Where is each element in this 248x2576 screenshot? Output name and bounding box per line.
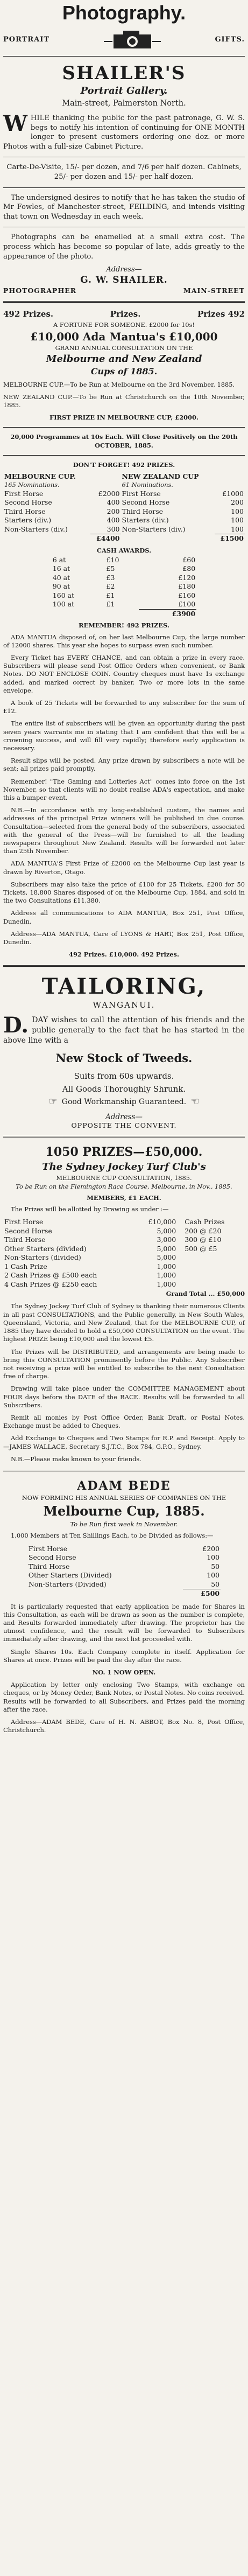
sydney-paragraph-2: The Prizes will be DISTRIBUTED, and arrangements are being made to bring this CONSULTATION prominently before the Public. Any Subscriber not receiving a prize will be entitled to subscribe to the next Consultation free of charge.	[3, 1348, 245, 1380]
nz-cup-column-title: NEW ZEALAND CUP	[122, 472, 199, 480]
adam-bede-members: 1,000 Members at Ten Shillings Each, to be Divided as follows:—	[11, 1532, 214, 1540]
new-stock-line: New Stock of Tweeds.	[55, 1051, 193, 1065]
table-row: Third Horse 200 Third Horse 100	[4, 507, 244, 515]
table-row: 16 at £5 £80	[52, 564, 196, 573]
sydney-prize-table	[3, 1218, 245, 1289]
ada-paragraph-10: Address all communications to ADA MANTUA, Box 251, Post Office, Dunedin.	[3, 909, 245, 925]
ada-paragraph-3: A book of 25 Tickets will be forwarded to any subscriber for the sum of £12.	[3, 699, 245, 715]
adam-bede-open-line: NO. 1 NOW OPEN.	[92, 1668, 156, 1676]
divider	[3, 1136, 245, 1137]
table-row: Non-Starters (Divided) 50	[28, 1580, 220, 1588]
cash-awards-table	[52, 556, 196, 619]
sydney-headline: 1050 PRIZES—£50,000.	[45, 1145, 203, 1160]
ada-paragraph-4: The entire list of subscribers will be given an opportunity during the past seven years warrants me in stating that I am confident that this will be a crowning success, and will fill very rapidly; therefore early application is necessary.	[3, 720, 245, 752]
adam-bede-run-line: To be Run first week in November.	[70, 1520, 178, 1528]
gallery-address: Main-street, Palmerston North.	[62, 99, 186, 108]
adam-bede-name: ADAM BEDE	[77, 1478, 171, 1493]
ada-paragraph-5: Result slips will be posted. Any prize drawn by subscribers a note will be sent; all prizes paid promptly.	[3, 757, 245, 773]
table-row: Third Horse 50	[28, 1562, 220, 1570]
table-row: First Horse £10,000 Cash Prizes	[4, 1218, 225, 1226]
table-row: First Horse £200	[28, 1544, 220, 1553]
main-street-label: MAIN-STREET	[183, 287, 245, 295]
ada-paragraph-1: ADA MANTUA disposed of, on her last Melbourne Cup, the large number of 12000 shares. This year she hopes to surpass even such number.	[3, 633, 245, 649]
ada-paragraph-6: Remember! "The Gaming and Lotteries Act" comes into force on the 1st November, so that clients will no doubt realise ADA's expectation, and make this a bumper event.	[3, 777, 245, 802]
table-row: 1 Cash Prize 1,000	[4, 1262, 176, 1270]
sydney-club-name: The Sydney Jockey Turf Club's	[42, 1161, 206, 1173]
adam-bede-total: £500	[183, 1589, 221, 1598]
prizes-banner-right: Prizes 492	[197, 309, 245, 319]
adam-bede-paragraph-3: Application by letter only enclosing Two Stamps, with exchange on cheques, or by Money Order, Bank Notes, or Postal Notes. No coins received. Results will be forwarded to all Subscribers, and Prizes paid the morning after the race.	[3, 1681, 245, 1713]
adam-bede-intro: NOW FORMING HIS ANNUAL SERIES OF COMPANIES ON THE	[22, 1493, 226, 1502]
table-row: 40 at £3 £120	[52, 573, 196, 582]
table-row: Third Horse 3,000 300 @ £10	[4, 1235, 222, 1244]
portrait-gifts-row	[3, 28, 245, 51]
ada-mantua-ad	[3, 309, 245, 959]
awards-total: £3900	[139, 609, 196, 618]
opposite-convent-line: OPPOSITE THE CONVENT.	[71, 1121, 177, 1130]
melbourne-cup-column-title: MELBOURNE CUP.	[4, 472, 76, 480]
dont-forget-line: DON'T FORGET! 492 PRIZES.	[73, 460, 175, 469]
divider	[3, 301, 245, 303]
sydney-paragraph-5: Add Exchange to Cheques and Two Stamps for R.P. and Receipt. Apply to—JAMES WALLACE, Secretary S.J.T.C., Box 784, G.P.O., Sydney.	[3, 1434, 245, 1450]
shrunk-line: All Goods Thoroughly Shrunk.	[62, 1084, 186, 1094]
table-row: 100 at £1 £100	[52, 600, 196, 609]
table-row: Other Starters (divided) 5,000 500 @ £5	[4, 1244, 217, 1253]
workmanship-row	[3, 1095, 245, 1108]
shailer-signature: G. W. SHAILER.	[80, 275, 168, 286]
table-row: 6 at £10 £60	[52, 555, 196, 564]
divider	[3, 187, 245, 188]
table-row: Second Horse 100	[28, 1553, 220, 1562]
portrait-label: PORTRAIT	[3, 35, 49, 44]
thanks-paragraph: WHILE thanking the public for the past patronage, G. W. S. begs to notify his intention of continuing for ONE MONTH longer to present customers ordering one doz. or more Photos with a full-size Cabinet Picture.	[3, 111, 245, 151]
cups-title: Melbourne and New Zealand	[46, 353, 202, 365]
divider	[3, 455, 245, 456]
divider	[3, 1470, 245, 1471]
pointing-hand-icon: ☜	[190, 1096, 200, 1108]
sydney-run-line: To be Run on the Flemington Race Course, Melbourne, in Nov., 1885.	[16, 1182, 232, 1190]
table-row: 4 Cash Prizes @ £250 each 1,000	[4, 1280, 176, 1288]
table-total-row	[3, 534, 245, 543]
table-row: First Horse £2000 First Horse £1000	[4, 489, 244, 498]
adam-bede-paragraph-2: Single Shares 10s. Each Company complete in itself. Application for Shares at once. Prizes will be paid the day after the race.	[3, 1647, 245, 1664]
sydney-intro: The Prizes will be allotted by Drawing as under :—	[11, 1205, 169, 1213]
first-prize-line: FIRST PRIZE IN MELBOURNE CUP, £2000.	[49, 414, 199, 422]
fortune-line: A FORTUNE FOR SOMEONE. £2000 for 10s!	[53, 321, 195, 329]
tailoring-address-label: Address—	[105, 1113, 143, 1122]
sydney-jockey-club-ad	[3, 1144, 245, 1463]
photography-ad	[3, 1, 245, 295]
table-row: 160 at £1 £160	[52, 591, 196, 599]
grand-consultation-line: GRAND ANNUAL CONSULTATION ON THE	[55, 344, 193, 352]
feilding-studio-paragraph: The undersigned desires to notify that he has taken the studio of Mr Fowles, of Manchester-street, FEILDING, and intends visiting that town on Wednesday in each week.	[3, 193, 245, 221]
nz-total: £1500	[215, 534, 245, 543]
table-row: Other Starters (Divided) 100	[28, 1571, 220, 1580]
ada-paragraph-11: Address—ADA MANTUA, Care of LYONS & HART, Box 251, Post Office, Dunedin.	[3, 930, 245, 946]
adam-bede-paragraph-1: It is particularly requested that early application be made for Shares in this Consultation, as each will be drawn as soon as the number is complete, and Results forwarded immediately after drawing. The proprietor has the utmost confidence, and the result will be forwarded to Subscribers immediately after drawing, and the next list proceeded with.	[3, 1602, 245, 1643]
photographer-label: PHOTOGRAPHER	[3, 287, 77, 295]
table-row: Starters (div.) 400 Starters (div.) 100	[4, 516, 244, 525]
prices-paragraph: Carte-De-Visite, 15/- per dozen, and 7/6 per half dozen. Cabinets, 25/- per dozen and 15/- per half dozen.	[6, 163, 242, 181]
melbourne-cup-date: MELBOURNE CUP.—To be Run at Melbourne on the 3rd November, 1885.	[3, 380, 235, 388]
ada-footer: 492 Prizes. £10,000. 492 Prizes.	[69, 951, 179, 959]
sydney-consultation: MELBOURNE CUP CONSULTATION, 1885.	[56, 1174, 192, 1182]
table-row: Second Horse 400 Second Horse 200	[4, 498, 244, 507]
ada-mantua-headline: £10,000 Ada Mantua's £10,000	[30, 330, 218, 344]
sydney-grand-total: Grand Total ... £50,000	[166, 1290, 245, 1298]
table-row: 2 Cash Prizes @ £500 each 1,000	[4, 1271, 176, 1280]
adam-bede-cup-title: Melbourne Cup, 1885.	[43, 1503, 205, 1519]
programmes-line: 20,000 Programmes at 10s Each. Will Close Positively on the 20th OCTOBER, 1885.	[10, 433, 238, 449]
camera-icon	[103, 28, 162, 51]
melbourne-total: £4400	[90, 534, 121, 543]
prizes-banner-mid: Prizes.	[110, 309, 141, 319]
adam-bede-address: Address—ADAM BEDE, Care of H. N. ABBOT, Box No. 8, Post Office, Christchurch.	[3, 1718, 245, 1734]
table-row: Second Horse 5,000 200 @ £20	[4, 1226, 222, 1235]
divider	[3, 427, 245, 428]
wanganui-label: WANGANUI.	[93, 1000, 155, 1010]
shailer-name: SHAILER'S	[62, 62, 186, 84]
sydney-paragraph-4: Remit all monies by Post Office Order, Bank Draft, or Postal Notes. Exchange must be added to Cheques.	[3, 1413, 245, 1430]
sydney-paragraph-3: Drawing will take place under the COMMITTEE MANAGEMENT about FOUR days before the DATE of the RACE. Results will be forwarded to all Subscribers.	[3, 1385, 245, 1409]
tailoring-title: TAILORING,	[41, 974, 207, 1000]
sydney-members-line: MEMBERS, £1 EACH.	[87, 1193, 161, 1202]
sydney-paragraph-6: N.B.—Please make known to your friends.	[11, 1455, 141, 1463]
ada-paragraph-2: Every Ticket has EVERY CHANCE, and can obtain a prize in every race. Subscribers will please send Post Office Orders when convenient, or Bank Notes. DO NOT ENCLOSE COIN. Country cheques must have 1s exchange added, and marked correct by banker. Two or more lots in the same envelope.	[3, 653, 245, 694]
remember-line: REMEMBER! 492 PRIZES.	[79, 622, 169, 630]
table-row: Non-Starters (div.) 300 Non-Starters (div.) 100	[4, 525, 244, 533]
table-row: 90 at £2 £180	[52, 582, 196, 591]
ada-paragraph-7: N.B.—In accordance with my long-established custom, the names and addresses of the principal Prize winners will be published in due course. Consultation—selected from the general body of the subscribers, associated with the general of the Press—will be furnished to all the leading newspapers throughout New Zealand. Results will be forwarded not later than 25th November.	[3, 806, 245, 855]
pointing-hand-icon: ☞	[48, 1096, 58, 1108]
gifts-label: GIFTS.	[215, 35, 245, 44]
table-row: Non-Starters (divided) 5,000	[4, 1253, 176, 1262]
adam-bede-ad	[3, 1478, 245, 1734]
sydney-paragraph-1: The Sydney Jockey Turf Club of Sydney is thanking their numerous Clients in all past CONSULTATIONS, and the Public generally, in New South Wales, Queensland, Victoria, and New Zealand, that for the MELBOURNE CUP, of 1885 they have decided to hold a £50,000 CONSULTATION on the event. The highest PRIZE being £10,000 and the lowest £5.	[3, 1302, 245, 1343]
cash-awards-title: CASH AWARDS.	[96, 546, 152, 554]
signature-row	[3, 287, 245, 295]
prize-table	[3, 472, 245, 543]
divider	[3, 56, 245, 57]
tailoring-body: D.DAY wishes to call the attention of his friends and the public generally to the fact that he has started in the above line with a	[3, 1013, 245, 1045]
newspaper-page	[3, 1, 245, 1734]
melbourne-nominations: 165 Nominations.	[4, 481, 60, 489]
adam-bede-table	[27, 1545, 221, 1598]
prizes-banner	[3, 309, 245, 319]
workmanship-line: Good Workmanship Guaranteed.	[61, 1098, 187, 1107]
divider	[3, 965, 245, 967]
nz-nominations: 61 Nominations.	[122, 481, 173, 489]
portrait-gallery-subtitle: Portrait Gallery.	[80, 85, 168, 96]
address-label: Address—	[106, 266, 142, 274]
prizes-banner-left: 492 Prizes.	[3, 309, 54, 319]
photography-headline: Photography.	[62, 2, 186, 24]
suits-line: Suits from 60s upwards.	[74, 1071, 174, 1081]
cups-year: Cups of 1885.	[90, 366, 158, 376]
tailoring-ad	[3, 973, 245, 1129]
nz-cup-date: NEW ZEALAND CUP.—To be Run at Christchurch on the 10th November, 1885.	[3, 393, 245, 409]
ada-paragraph-9: Subscribers may also take the price of £100 for 25 Tickets, £200 for 50 Tickets, 18,800 Shares disposed of on the Melbourne Cup, 1884, and sold in the two Consultations £11,380.	[3, 880, 245, 905]
enamel-paragraph: Photographs can be enamelled at a small extra cost. The process which has become so popular of late, adds greatly to the appearance of the photo.	[3, 233, 245, 261]
ada-paragraph-8: ADA MANTUA'S First Prize of £2000 on the Melbourne Cup last year is drawn by Riverton, Otago.	[3, 860, 245, 876]
